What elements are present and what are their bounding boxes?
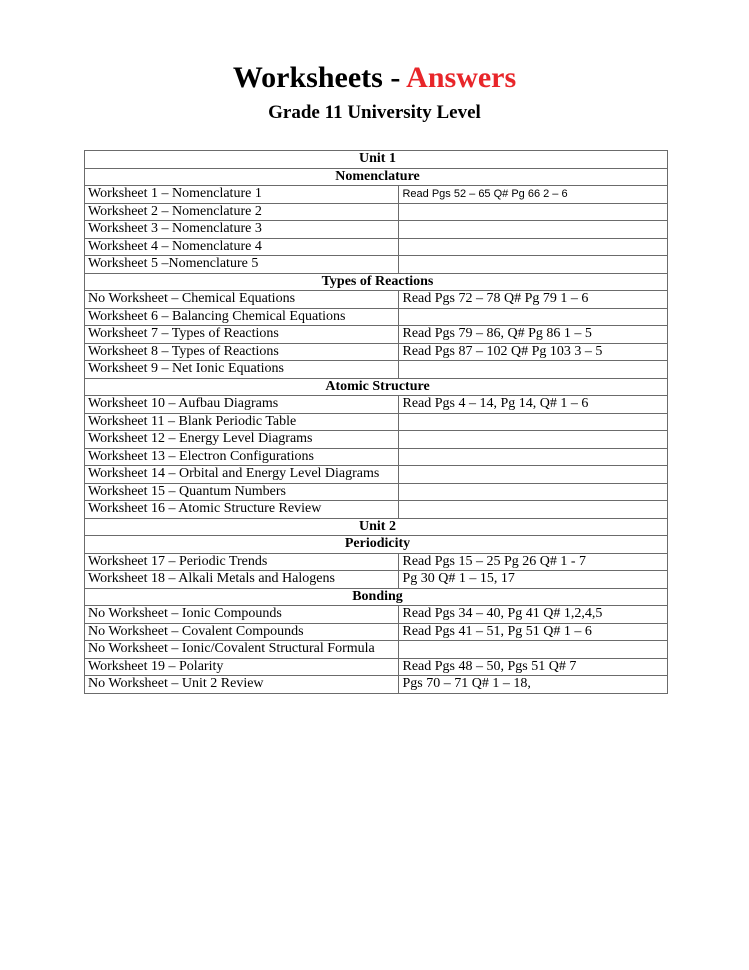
reading-assignment: Read Pgs 34 – 40, Pg 41 Q# 1,2,4,5: [399, 606, 668, 624]
worksheet-row: [85, 291, 668, 309]
worksheet-row: [85, 238, 668, 256]
worksheet-row: [85, 431, 668, 449]
section-header-row: [85, 536, 668, 554]
worksheet-title: Worksheet 11 – Blank Periodic Table: [85, 413, 399, 431]
worksheet-row: [85, 186, 668, 204]
title-main: Worksheets -: [232, 61, 407, 94]
reading-assignment: [399, 641, 668, 659]
worksheet-title: Worksheet 15 – Quantum Numbers: [85, 483, 399, 501]
worksheet-title: Worksheet 4 – Nomenclature 4: [85, 238, 399, 256]
worksheet-table: [84, 150, 668, 694]
worksheet-title: Worksheet 8 – Types of Reactions: [85, 343, 399, 361]
worksheet-title: Worksheet 1 – Nomenclature 1: [85, 186, 399, 204]
section-header-row: [85, 168, 668, 186]
worksheet-title: Worksheet 14 – Orbital and Energy Level Diagrams: [85, 466, 399, 484]
title-accent: Answers: [406, 61, 517, 94]
worksheet-row: [85, 448, 668, 466]
reading-assignment: [399, 256, 668, 274]
worksheet-row: [85, 308, 668, 326]
reading-assignment: [399, 466, 668, 484]
section-header: Unit 1: [85, 151, 668, 169]
page-title: [0, 60, 749, 96]
worksheet-row: [85, 203, 668, 221]
worksheet-title: Worksheet 12 – Energy Level Diagrams: [85, 431, 399, 449]
reading-assignment: Read Pgs 52 – 65 Q# Pg 66 2 – 6: [399, 186, 668, 204]
reading-assignment: [399, 361, 668, 379]
reading-assignment: Pg 30 Q# 1 – 15, 17: [399, 571, 668, 589]
worksheet-title: Worksheet 6 – Balancing Chemical Equations: [85, 308, 399, 326]
worksheet-row: [85, 623, 668, 641]
worksheet-title: Worksheet 10 – Aufbau Diagrams: [85, 396, 399, 414]
worksheet-title: No Worksheet – Covalent Compounds: [85, 623, 399, 641]
reading-assignment: Read Pgs 72 – 78 Q# Pg 79 1 – 6: [399, 291, 668, 309]
worksheet-title: Worksheet 16 – Atomic Structure Review: [85, 501, 399, 519]
reading-assignment: Read Pgs 41 – 51, Pg 51 Q# 1 – 6: [399, 623, 668, 641]
worksheet-title: Worksheet 17 – Periodic Trends: [85, 553, 399, 571]
reading-assignment: [399, 221, 668, 239]
worksheet-row: [85, 396, 668, 414]
section-header-row: [85, 518, 668, 536]
section-header-row: [85, 378, 668, 396]
worksheet-row: [85, 343, 668, 361]
worksheet-table-body: [85, 151, 668, 694]
reading-assignment: [399, 483, 668, 501]
worksheet-title: Worksheet 2 – Nomenclature 2: [85, 203, 399, 221]
section-header: Types of Reactions: [85, 273, 668, 291]
worksheet-row: [85, 658, 668, 676]
worksheet-title: Worksheet 13 – Electron Configurations: [85, 448, 399, 466]
worksheet-row: [85, 361, 668, 379]
section-header: Periodicity: [85, 536, 668, 554]
worksheet-title: Worksheet 3 – Nomenclature 3: [85, 221, 399, 239]
reading-assignment: [399, 308, 668, 326]
reading-assignment: [399, 238, 668, 256]
section-header: Bonding: [85, 588, 668, 606]
worksheet-title: No Worksheet – Unit 2 Review: [85, 676, 399, 694]
worksheet-title: Worksheet 5 –Nomenclature 5: [85, 256, 399, 274]
reading-assignment: [399, 431, 668, 449]
worksheet-row: [85, 606, 668, 624]
reading-assignment: Read Pgs 15 – 25 Pg 26 Q# 1 - 7: [399, 553, 668, 571]
worksheet-row: [85, 501, 668, 519]
worksheet-row: [85, 326, 668, 344]
page-subtitle: Grade 11 University Level: [268, 102, 481, 123]
worksheet-title: No Worksheet – Ionic Compounds: [85, 606, 399, 624]
worksheet-row: [85, 553, 668, 571]
reading-assignment: Read Pgs 4 – 14, Pg 14, Q# 1 – 6: [399, 396, 668, 414]
section-header-row: [85, 151, 668, 169]
worksheet-title: No Worksheet – Chemical Equations: [85, 291, 399, 309]
reading-assignment: [399, 448, 668, 466]
reading-assignment: Read Pgs 48 – 50, Pgs 51 Q# 7: [399, 658, 668, 676]
reading-assignment: Read Pgs 87 – 102 Q# Pg 103 3 – 5: [399, 343, 668, 361]
worksheet-row: [85, 221, 668, 239]
worksheet-title: No Worksheet – Ionic/Covalent Structural Formula: [85, 641, 399, 659]
worksheet-title: Worksheet 19 – Polarity: [85, 658, 399, 676]
reading-assignment: [399, 501, 668, 519]
section-header: Atomic Structure: [85, 378, 668, 396]
section-header-row: [85, 273, 668, 291]
worksheet-title: Worksheet 18 – Alkali Metals and Halogens: [85, 571, 399, 589]
worksheet-row: [85, 413, 668, 431]
section-header: Unit 2: [85, 518, 668, 536]
reading-assignment: Pgs 70 – 71 Q# 1 – 18,: [399, 676, 668, 694]
section-header: Nomenclature: [85, 168, 668, 186]
worksheet-title: Worksheet 7 – Types of Reactions: [85, 326, 399, 344]
worksheet-row: [85, 571, 668, 589]
reading-assignment: [399, 413, 668, 431]
worksheet-row: [85, 256, 668, 274]
worksheet-title: Worksheet 9 – Net Ionic Equations: [85, 361, 399, 379]
worksheet-row: [85, 483, 668, 501]
worksheet-row: [85, 676, 668, 694]
reading-assignment: Read Pgs 79 – 86, Q# Pg 86 1 – 5: [399, 326, 668, 344]
worksheet-row: [85, 641, 668, 659]
worksheet-row: [85, 466, 668, 484]
reading-assignment: [399, 203, 668, 221]
section-header-row: [85, 588, 668, 606]
